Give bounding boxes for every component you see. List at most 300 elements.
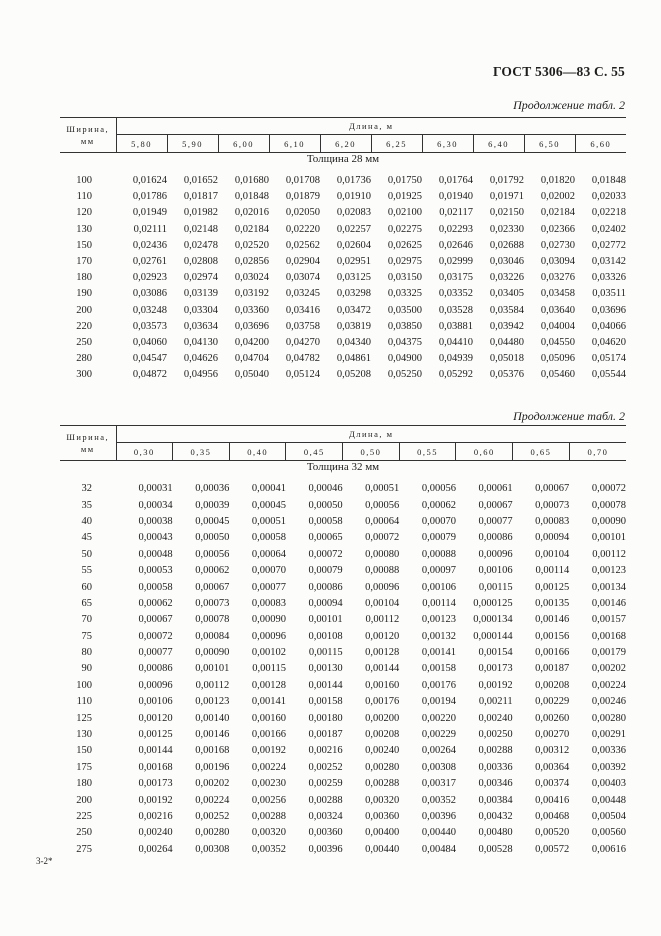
volume-cell: 0,02520 bbox=[234, 239, 269, 251]
table-row bbox=[60, 596, 626, 612]
volume-cell: 0,03326 bbox=[591, 272, 626, 284]
volume-cell: 0,02184 bbox=[234, 223, 269, 235]
volume-cell: 0,00072 bbox=[591, 483, 626, 495]
spacer-row bbox=[60, 473, 626, 481]
volume-cell: 0,03125 bbox=[336, 272, 371, 284]
volume-cell: 0,00115 bbox=[308, 647, 343, 659]
volume-cell: 0,02999 bbox=[438, 256, 473, 268]
volume-cell: 0,02083 bbox=[336, 207, 371, 219]
volume-cell: 0,00043 bbox=[138, 532, 173, 544]
volume-cell: 0,02366 bbox=[540, 223, 575, 235]
volume-cell: 0,00038 bbox=[138, 515, 173, 527]
volume-cell: 0,00031 bbox=[138, 483, 173, 495]
volume-cell: 0,00160 bbox=[365, 679, 400, 691]
volume-cell: 0,01910 bbox=[336, 191, 371, 203]
width-cell: 125 bbox=[76, 712, 92, 724]
volume-cell: 0,03640 bbox=[540, 304, 575, 316]
table-row bbox=[60, 335, 626, 351]
volume-cell: 0,00106 bbox=[478, 565, 513, 577]
volume-cell: 0,00616 bbox=[591, 843, 626, 855]
volume-cell: 0,00090 bbox=[195, 647, 230, 659]
volume-cell: 0,04861 bbox=[336, 353, 371, 365]
volume-cell: 0,00108 bbox=[308, 630, 343, 642]
volume-cell: 0,02808 bbox=[183, 256, 218, 268]
volume-cell: 0,02148 bbox=[183, 223, 218, 235]
volume-cell: 0,03139 bbox=[183, 288, 218, 300]
volume-cell: 0,01848 bbox=[591, 175, 626, 187]
table-row bbox=[60, 612, 626, 628]
volume-cell: 0,03458 bbox=[540, 288, 575, 300]
volume-cell: 0,00160 bbox=[251, 712, 286, 724]
volume-cell: 0,02975 bbox=[387, 256, 422, 268]
volume-cell: 0,00064 bbox=[251, 548, 286, 560]
length-value: 5,80 bbox=[116, 135, 167, 153]
volume-cell: 0,03304 bbox=[183, 304, 218, 316]
volume-cell: 0,00246 bbox=[591, 696, 626, 708]
volume-cell: 0,00146 bbox=[591, 597, 626, 609]
volume-cell: 0,00070 bbox=[421, 515, 456, 527]
volume-cell: 0,00104 bbox=[535, 548, 570, 560]
length-value: 6,20 bbox=[320, 135, 371, 153]
volume-cell: 0,03094 bbox=[540, 256, 575, 268]
volume-cell: 0,00050 bbox=[195, 532, 230, 544]
volume-cell: 0,00123 bbox=[591, 565, 626, 577]
table-row bbox=[60, 579, 626, 595]
volume-cell: 0,02293 bbox=[438, 223, 473, 235]
table-row bbox=[60, 629, 626, 645]
length-value: 0,50 bbox=[343, 443, 400, 461]
volume-cell: 0,00088 bbox=[421, 548, 456, 560]
volume-cell: 0,00280 bbox=[365, 761, 400, 773]
volume-cell: 0,02050 bbox=[285, 207, 320, 219]
width-label: Ширина, bbox=[66, 432, 110, 442]
volume-cell: 0,00208 bbox=[365, 729, 400, 741]
volume-cell: 0,00120 bbox=[138, 712, 173, 724]
volume-cell: 0,00073 bbox=[195, 597, 230, 609]
volume-cell: 0,02436 bbox=[132, 239, 167, 251]
volume-cell: 0,03024 bbox=[234, 272, 269, 284]
volume-cell: 0,00352 bbox=[251, 843, 286, 855]
volume-cell: 0,00056 bbox=[421, 483, 456, 495]
width-cell: 250 bbox=[76, 827, 92, 839]
volume-cell: 0,00157 bbox=[591, 614, 626, 626]
volume-cell: 0,03142 bbox=[591, 256, 626, 268]
volume-cell: 0,00058 bbox=[138, 581, 173, 593]
length-value: 0,30 bbox=[116, 443, 173, 461]
width-cell: 220 bbox=[76, 320, 92, 332]
volume-cell: 0,00065 bbox=[308, 532, 343, 544]
volume-cell: 0,03696 bbox=[234, 320, 269, 332]
volume-cell: 0,00144 bbox=[365, 663, 400, 675]
volume-cell: 0,00077 bbox=[478, 515, 513, 527]
volume-cell: 0,00128 bbox=[365, 647, 400, 659]
volume-cell: 0,00416 bbox=[535, 794, 570, 806]
volume-cell: 0,00067 bbox=[138, 614, 173, 626]
volume-cell: 0,01750 bbox=[387, 175, 422, 187]
width-cell: 75 bbox=[81, 630, 92, 642]
volume-cell: 0,00260 bbox=[535, 712, 570, 724]
volume-cell: 0,00240 bbox=[365, 745, 400, 757]
table-row bbox=[60, 367, 626, 383]
width-cell: 100 bbox=[76, 679, 92, 691]
table-row bbox=[60, 842, 626, 858]
volume-cell: 0,04375 bbox=[387, 336, 422, 348]
volume-cell: 0,00180 bbox=[308, 712, 343, 724]
volume-cell: 0,00220 bbox=[421, 712, 456, 724]
table-row bbox=[60, 530, 626, 546]
width-cell: 60 bbox=[81, 581, 92, 593]
length-value: 6,60 bbox=[575, 135, 626, 153]
width-cell: 225 bbox=[76, 811, 92, 822]
volume-cell: 0,00096 bbox=[365, 581, 400, 593]
volume-cell: 0,02275 bbox=[387, 223, 422, 235]
volume-cell: 0,00291 bbox=[591, 729, 626, 741]
volume-cell: 0,02772 bbox=[591, 239, 626, 251]
length-header: Длина, м bbox=[116, 426, 626, 443]
volume-cell: 0,05124 bbox=[285, 369, 320, 381]
table-row bbox=[60, 809, 626, 825]
volume-cell: 0,00056 bbox=[365, 499, 400, 511]
width-cell: 80 bbox=[81, 647, 92, 659]
volume-cell: 0,02218 bbox=[591, 207, 626, 219]
volume-cell: 0,04782 bbox=[285, 353, 320, 365]
volume-cell: 0,01971 bbox=[489, 191, 524, 203]
volume-cell: 0,00061 bbox=[478, 483, 513, 495]
volume-cell: 0,00045 bbox=[195, 515, 230, 527]
volume-cell: 0,03074 bbox=[285, 272, 320, 284]
width-column-header bbox=[60, 426, 116, 461]
volume-cell: 0,00270 bbox=[535, 729, 570, 741]
volume-cell: 0,02688 bbox=[489, 239, 524, 251]
volume-cell: 0,01786 bbox=[132, 191, 167, 203]
width-cell: 180 bbox=[76, 272, 92, 284]
volume-cell: 0,00312 bbox=[535, 745, 570, 757]
volume-cell: 0,04270 bbox=[285, 336, 320, 348]
volume-cell: 0,00125 bbox=[138, 729, 173, 741]
volume-cell: 0,00336 bbox=[478, 761, 513, 773]
table-row bbox=[60, 694, 626, 710]
continuation-label-1: Продолжение табл. 2 bbox=[513, 98, 625, 112]
volume-cell: 0,05096 bbox=[540, 353, 575, 365]
table-row bbox=[60, 710, 626, 726]
continuation-label-2: Продолжение табл. 2 bbox=[513, 409, 625, 423]
volume-cell: 0,00324 bbox=[308, 811, 343, 822]
volume-cell: 0,00392 bbox=[591, 761, 626, 773]
volume-cell: 0,00123 bbox=[421, 614, 456, 626]
volume-cell: 0,00141 bbox=[251, 696, 286, 708]
volume-cell: 0,00308 bbox=[421, 761, 456, 773]
volume-cell: 0,04872 bbox=[132, 369, 167, 381]
volume-cell: 0,00264 bbox=[421, 745, 456, 757]
volume-cell: 0,03046 bbox=[489, 256, 524, 268]
volume-cell: 0,03325 bbox=[387, 288, 422, 300]
volume-cell: 0,00067 bbox=[535, 483, 570, 495]
volume-cell: 0,00115 bbox=[252, 663, 286, 675]
volume-cell: 0,04060 bbox=[132, 336, 167, 348]
volume-cell: 0,00504 bbox=[591, 811, 626, 822]
volume-cell: 0,01848 bbox=[234, 191, 269, 203]
table-row bbox=[60, 254, 626, 270]
volume-cell: 0,00050 bbox=[308, 499, 343, 511]
volume-cell: 0,00101 bbox=[308, 614, 343, 626]
volume-cell: 0,00384 bbox=[478, 794, 513, 806]
volume-cell: 0,01940 bbox=[438, 191, 473, 203]
length-value: 0,65 bbox=[513, 443, 570, 461]
table-row bbox=[60, 205, 626, 221]
table-row bbox=[60, 222, 626, 238]
volume-cell: 0,01680 bbox=[234, 175, 269, 187]
width-cell: 250 bbox=[76, 336, 92, 348]
table-row bbox=[60, 563, 626, 579]
volume-cell: 0,00252 bbox=[195, 811, 230, 822]
volume-cell: 0,04939 bbox=[438, 353, 473, 365]
volume-cell: 0,01982 bbox=[183, 207, 218, 219]
volume-cell: 0,02904 bbox=[285, 256, 320, 268]
volume-cell: 0,03573 bbox=[132, 320, 167, 332]
volume-cell: 0,04066 bbox=[591, 320, 626, 332]
volume-cell: 0,00094 bbox=[308, 597, 343, 609]
volume-cell: 0,02730 bbox=[540, 239, 575, 251]
volume-cell: 0,02002 bbox=[540, 191, 575, 203]
volume-cell: 0,03819 bbox=[336, 320, 371, 332]
volume-cell: 0,00252 bbox=[308, 761, 343, 773]
volume-cell: 0,00135 bbox=[535, 597, 570, 609]
volume-cell: 0,00224 bbox=[195, 794, 230, 806]
section-row bbox=[60, 153, 626, 166]
length-value: 5,90 bbox=[167, 135, 218, 153]
volume-cell: 0,00097 bbox=[421, 565, 456, 577]
width-cell: 50 bbox=[81, 548, 92, 560]
volume-cell: 0,05376 bbox=[489, 369, 524, 381]
volume-cell: 0,00079 bbox=[421, 532, 456, 544]
volume-cell: 0,05460 bbox=[540, 369, 575, 381]
table-row bbox=[60, 776, 626, 792]
volume-cell: 0,03245 bbox=[285, 288, 320, 300]
volume-cell: 0,03881 bbox=[438, 320, 473, 332]
volume-cell: 0,00090 bbox=[591, 515, 626, 527]
volume-cell: 0,04004 bbox=[540, 320, 575, 332]
volume-cell: 0,00440 bbox=[365, 843, 400, 855]
width-cell: 110 bbox=[76, 696, 92, 708]
volume-cell: 0,00112 bbox=[365, 614, 400, 626]
volume-cell: 0,00106 bbox=[138, 696, 173, 708]
volume-cell: 0,04620 bbox=[591, 336, 626, 348]
volume-cell: 0,02761 bbox=[132, 256, 167, 268]
volume-cell: 0,00280 bbox=[591, 712, 626, 724]
volume-cell: 0,00403 bbox=[591, 778, 626, 790]
volume-cell: 0,00101 bbox=[195, 663, 230, 675]
volume-cell: 0,00086 bbox=[478, 532, 513, 544]
volume-cell: 0,00051 bbox=[365, 483, 400, 495]
width-cell: 35 bbox=[81, 499, 92, 511]
volume-cell: 0,02016 bbox=[234, 207, 269, 219]
table-row bbox=[60, 303, 626, 319]
volume-cell: 0,00062 bbox=[195, 565, 230, 577]
volume-cell: 0,00173 bbox=[478, 663, 513, 675]
width-cell: 70 bbox=[81, 614, 92, 626]
table-row bbox=[60, 189, 626, 205]
spacer-cell bbox=[60, 473, 626, 481]
length-header: Длина, м bbox=[116, 118, 626, 135]
volume-cell: 0,00448 bbox=[591, 794, 626, 806]
volume-cell: 0,03528 bbox=[438, 304, 473, 316]
volume-cell: 0,02951 bbox=[336, 256, 371, 268]
length-value: 6,10 bbox=[269, 135, 320, 153]
volume-cell: 0,02100 bbox=[387, 207, 422, 219]
volume-cell: 0,00106 bbox=[421, 581, 456, 593]
volume-cell: 0,00202 bbox=[195, 778, 230, 790]
volume-cell: 0,00120 bbox=[365, 630, 400, 642]
volume-cell: 0,00484 bbox=[421, 843, 456, 855]
volume-cell: 0,00080 bbox=[365, 548, 400, 560]
volume-cell: 0,00520 bbox=[535, 827, 570, 839]
volume-cell: 0,00062 bbox=[138, 597, 173, 609]
volume-cell: 0,00134 bbox=[591, 581, 626, 593]
volume-cell: 0,00187 bbox=[308, 729, 343, 741]
length-values-row bbox=[60, 443, 626, 461]
volume-cell: 0,00288 bbox=[478, 745, 513, 757]
spacer-row bbox=[60, 165, 626, 173]
volume-cell: 0,00224 bbox=[591, 679, 626, 691]
width-cell: 170 bbox=[76, 256, 92, 268]
volume-cell: 0,00039 bbox=[195, 499, 230, 511]
width-cell: 200 bbox=[76, 794, 92, 806]
volume-cell: 0,05174 bbox=[591, 353, 626, 365]
table-header-row bbox=[60, 426, 626, 443]
width-cell: 40 bbox=[81, 515, 92, 527]
width-cell: 32 bbox=[81, 483, 92, 495]
volume-cell: 0,02111 bbox=[133, 223, 167, 235]
volume-cell: 0,00051 bbox=[251, 515, 286, 527]
volume-cell: 0,00230 bbox=[251, 778, 286, 790]
volume-cell: 0,04200 bbox=[234, 336, 269, 348]
volume-cell: 0,03500 bbox=[387, 304, 422, 316]
volume-cell: 0,03150 bbox=[387, 272, 422, 284]
width-unit: мм bbox=[80, 136, 95, 146]
volume-cell: 0,03405 bbox=[489, 288, 524, 300]
volume-cell: 0,02856 bbox=[234, 256, 269, 268]
volume-cell: 0,00194 bbox=[421, 696, 456, 708]
volume-cell: 0,02604 bbox=[336, 239, 371, 251]
table-row bbox=[60, 825, 626, 841]
volume-cell: 0,02974 bbox=[183, 272, 218, 284]
volume-cell: 0,00086 bbox=[308, 581, 343, 593]
page-header: ГОСТ 5306—83 С. 55 bbox=[492, 64, 625, 79]
width-cell: 275 bbox=[76, 843, 92, 855]
volume-cell: 0,00400 bbox=[365, 827, 400, 839]
volume-cell: 0,00104 bbox=[365, 597, 400, 609]
volume-cell: 0,05544 bbox=[591, 369, 626, 381]
table-row bbox=[60, 351, 626, 367]
table-row bbox=[60, 173, 626, 189]
volume-cell: 0,00140 bbox=[195, 712, 230, 724]
volume-cell: 0,00229 bbox=[421, 729, 456, 741]
volume-cell: 0,00192 bbox=[251, 745, 286, 757]
volume-cell: 0,03276 bbox=[540, 272, 575, 284]
volume-cell: 0,00196 bbox=[195, 761, 230, 773]
volume-cell: 0,01792 bbox=[489, 175, 524, 187]
volume-cell: 0,00432 bbox=[478, 811, 513, 822]
volume-cell: 0,00288 bbox=[251, 811, 286, 822]
length-value: 0,35 bbox=[173, 443, 230, 461]
volume-cell: 0,03226 bbox=[489, 272, 524, 284]
volume-cell: 0,00086 bbox=[138, 663, 173, 675]
width-cell: 130 bbox=[76, 729, 92, 741]
volume-cell: 0,04626 bbox=[183, 353, 218, 365]
volume-cell: 0,01624 bbox=[132, 175, 167, 187]
width-cell: 180 bbox=[76, 778, 92, 790]
volume-cell: 0,02402 bbox=[591, 223, 626, 235]
spacer-cell bbox=[60, 165, 626, 173]
volume-cell: 0,00158 bbox=[308, 696, 343, 708]
volume-cell: 0,00056 bbox=[195, 548, 230, 560]
volume-cell: 0,00083 bbox=[535, 515, 570, 527]
volume-cell: 0,00240 bbox=[138, 827, 173, 839]
volume-cell: 0,00256 bbox=[251, 794, 286, 806]
length-values-row bbox=[60, 135, 626, 153]
width-cell: 100 bbox=[76, 175, 92, 187]
volume-cell: 0,02562 bbox=[285, 239, 320, 251]
table-row bbox=[60, 678, 626, 694]
volume-cell: 0,01652 bbox=[183, 175, 218, 187]
section-title: Толщина 32 мм bbox=[306, 461, 380, 473]
volume-cell: 0,00480 bbox=[478, 827, 513, 839]
length-value: 6,25 bbox=[371, 135, 422, 153]
volume-cell: 0,00200 bbox=[365, 712, 400, 724]
volume-cell: 0,00308 bbox=[195, 843, 230, 855]
table-row bbox=[60, 645, 626, 661]
volume-cell: 0,00250 bbox=[478, 729, 513, 741]
width-cell: 65 bbox=[81, 597, 92, 609]
volume-cell: 0,00336 bbox=[591, 745, 626, 757]
volume-cell: 0,04130 bbox=[183, 336, 218, 348]
volume-cell: 0,00352 bbox=[421, 794, 456, 806]
volume-cell: 0,02257 bbox=[336, 223, 371, 235]
volume-cell: 0,05292 bbox=[438, 369, 473, 381]
volume-cell: 0,00067 bbox=[478, 499, 513, 511]
length-value: 0,40 bbox=[229, 443, 286, 461]
width-cell: 150 bbox=[76, 745, 92, 757]
volume-cell: 0,00560 bbox=[591, 827, 626, 839]
volume-cell: 0,00077 bbox=[251, 581, 286, 593]
volume-cell: 0,00130 bbox=[308, 663, 343, 675]
volume-cell: 0,03352 bbox=[438, 288, 473, 300]
volume-cell: 0,00041 bbox=[251, 483, 286, 495]
width-cell: 55 bbox=[81, 565, 92, 577]
volume-cell: 0,00090 bbox=[251, 614, 286, 626]
volume-cell: 0,00096 bbox=[478, 548, 513, 560]
volume-cell: 0,00114 bbox=[422, 597, 456, 609]
volume-cell: 0,00396 bbox=[308, 843, 343, 855]
table-row bbox=[60, 760, 626, 776]
length-value: 0,70 bbox=[569, 443, 626, 461]
volume-cell: 0,00317 bbox=[421, 778, 456, 790]
volume-cell: 0,00173 bbox=[138, 778, 173, 790]
volume-cell: 0,03086 bbox=[132, 288, 167, 300]
volume-cell: 0,00058 bbox=[251, 532, 286, 544]
volume-cell: 0,04340 bbox=[336, 336, 371, 348]
volume-cell: 0,00146 bbox=[535, 614, 570, 626]
volume-cell: 0,00168 bbox=[591, 630, 626, 642]
volume-cell: 0,04410 bbox=[438, 336, 473, 348]
width-unit: мм bbox=[80, 444, 95, 454]
volume-cell: 0,00034 bbox=[138, 499, 173, 511]
volume-cell: 0,00192 bbox=[138, 794, 173, 806]
volume-cell: 0,00396 bbox=[421, 811, 456, 822]
table-row bbox=[60, 481, 626, 497]
volume-cell: 0,00154 bbox=[478, 647, 513, 659]
table-row bbox=[60, 286, 626, 302]
